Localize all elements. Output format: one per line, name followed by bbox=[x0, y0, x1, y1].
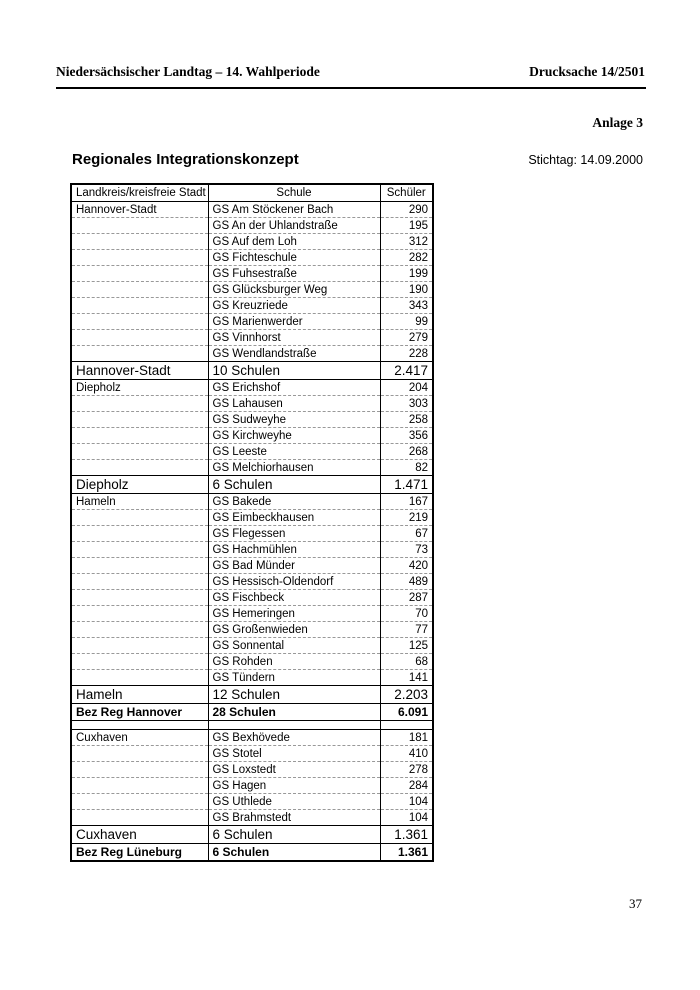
table-row bbox=[71, 844, 433, 862]
title-row bbox=[72, 151, 643, 168]
cell-district bbox=[71, 810, 208, 826]
cell-students: 258 bbox=[380, 412, 433, 428]
cell-district bbox=[71, 412, 208, 428]
page-title: Regionales Integrationskonzept bbox=[72, 151, 299, 168]
cell-students: 181 bbox=[380, 730, 433, 746]
cell-district: Hannover-Stadt bbox=[71, 202, 208, 218]
cell-students: 73 bbox=[380, 542, 433, 558]
cell-students: 312 bbox=[380, 234, 433, 250]
cell-students bbox=[380, 721, 433, 730]
cell-students: 278 bbox=[380, 762, 433, 778]
cell-school: GS Vinnhorst bbox=[208, 330, 380, 346]
cell-school: GS Marienwerder bbox=[208, 314, 380, 330]
cell-school: GS Bexhövede bbox=[208, 730, 380, 746]
cell-district: Bez Reg Lüneburg bbox=[71, 844, 208, 862]
table-row bbox=[71, 526, 433, 542]
cell-school: GS Lahausen bbox=[208, 396, 380, 412]
table-row bbox=[71, 346, 433, 362]
cell-school: GS Sonnental bbox=[208, 638, 380, 654]
cell-students: 410 bbox=[380, 746, 433, 762]
table-row bbox=[71, 428, 433, 444]
cell-students: 489 bbox=[380, 574, 433, 590]
cell-district bbox=[71, 250, 208, 266]
cell-students: 1.471 bbox=[380, 476, 433, 494]
table-header-students: Schüler bbox=[380, 184, 433, 202]
cell-students: 70 bbox=[380, 606, 433, 622]
cell-district bbox=[71, 330, 208, 346]
cell-students: 356 bbox=[380, 428, 433, 444]
cell-school: 12 Schulen bbox=[208, 686, 380, 704]
cell-school: GS Uthlede bbox=[208, 794, 380, 810]
cell-school: GS Auf dem Loh bbox=[208, 234, 380, 250]
cell-students: 195 bbox=[380, 218, 433, 234]
table-row bbox=[71, 444, 433, 460]
cell-school: GS Fuhsestraße bbox=[208, 266, 380, 282]
cell-students: 2.203 bbox=[380, 686, 433, 704]
cell-district bbox=[71, 510, 208, 526]
cell-district bbox=[71, 590, 208, 606]
table-row bbox=[71, 686, 433, 704]
table-row bbox=[71, 574, 433, 590]
cell-district bbox=[71, 622, 208, 638]
table-row bbox=[71, 670, 433, 686]
cell-district: Hameln bbox=[71, 494, 208, 510]
table-row bbox=[71, 298, 433, 314]
table-row bbox=[71, 314, 433, 330]
table-row bbox=[71, 476, 433, 494]
table-row bbox=[71, 202, 433, 218]
table-row bbox=[71, 638, 433, 654]
cell-students: 190 bbox=[380, 282, 433, 298]
table-row bbox=[71, 412, 433, 428]
table-row bbox=[71, 362, 433, 380]
annex-label: Anlage 3 bbox=[592, 115, 643, 130]
table-row bbox=[71, 746, 433, 762]
table-row bbox=[71, 218, 433, 234]
cell-district bbox=[71, 558, 208, 574]
cell-students: 167 bbox=[380, 494, 433, 510]
cell-district bbox=[71, 396, 208, 412]
cell-students: 228 bbox=[380, 346, 433, 362]
table-row bbox=[71, 606, 433, 622]
document-header bbox=[0, 0, 700, 80]
cell-school: GS Am Stöckener Bach bbox=[208, 202, 380, 218]
table-row bbox=[71, 542, 433, 558]
cell-school: GS Tündern bbox=[208, 670, 380, 686]
cell-district bbox=[71, 654, 208, 670]
cell-district bbox=[71, 460, 208, 476]
table-row bbox=[71, 762, 433, 778]
cell-district bbox=[71, 670, 208, 686]
cell-students: 1.361 bbox=[380, 826, 433, 844]
cell-district bbox=[71, 444, 208, 460]
cell-school: GS Wendlandstraße bbox=[208, 346, 380, 362]
cell-students: 104 bbox=[380, 810, 433, 826]
cell-district bbox=[71, 721, 208, 730]
cell-school: GS An der Uhlandstraße bbox=[208, 218, 380, 234]
cell-district bbox=[71, 428, 208, 444]
cell-district: Cuxhaven bbox=[71, 730, 208, 746]
table-row bbox=[71, 622, 433, 638]
cell-school: GS Melchiorhausen bbox=[208, 460, 380, 476]
cell-students: 268 bbox=[380, 444, 433, 460]
cell-students: 199 bbox=[380, 266, 433, 282]
cell-students: 204 bbox=[380, 380, 433, 396]
cell-students: 6.091 bbox=[380, 704, 433, 721]
cell-school: 6 Schulen bbox=[208, 826, 380, 844]
table-row bbox=[71, 494, 433, 510]
cell-school: GS Sudweyhe bbox=[208, 412, 380, 428]
cell-students: 1.361 bbox=[380, 844, 433, 862]
table-row bbox=[71, 654, 433, 670]
cell-school: GS Hessisch-Oldendorf bbox=[208, 574, 380, 590]
table-row bbox=[71, 590, 433, 606]
table-row bbox=[71, 704, 433, 721]
cell-district bbox=[71, 794, 208, 810]
cell-school: GS Kirchweyhe bbox=[208, 428, 380, 444]
school-table-body bbox=[71, 202, 433, 862]
cell-students: 77 bbox=[380, 622, 433, 638]
cell-district: Cuxhaven bbox=[71, 826, 208, 844]
cell-district bbox=[71, 298, 208, 314]
table-row bbox=[71, 810, 433, 826]
table-row bbox=[71, 250, 433, 266]
cell-students: 82 bbox=[380, 460, 433, 476]
cell-students: 125 bbox=[380, 638, 433, 654]
cell-students: 68 bbox=[380, 654, 433, 670]
cell-district bbox=[71, 314, 208, 330]
table-row bbox=[71, 460, 433, 476]
cell-school: GS Loxstedt bbox=[208, 762, 380, 778]
cell-school: 28 Schulen bbox=[208, 704, 380, 721]
cell-students: 219 bbox=[380, 510, 433, 526]
cell-students: 104 bbox=[380, 794, 433, 810]
cell-students: 99 bbox=[380, 314, 433, 330]
cell-school: GS Brahmstedt bbox=[208, 810, 380, 826]
cell-school: 6 Schulen bbox=[208, 844, 380, 862]
table-row bbox=[71, 330, 433, 346]
cell-school: GS Bakede bbox=[208, 494, 380, 510]
cell-district bbox=[71, 282, 208, 298]
cell-district bbox=[71, 346, 208, 362]
cell-district: Bez Reg Hannover bbox=[71, 704, 208, 721]
report-date: Stichtag: 14.09.2000 bbox=[528, 153, 643, 167]
cell-district bbox=[71, 266, 208, 282]
cell-school: GS Flegessen bbox=[208, 526, 380, 542]
table-row bbox=[71, 778, 433, 794]
cell-students: 303 bbox=[380, 396, 433, 412]
cell-district bbox=[71, 218, 208, 234]
cell-school: GS Leeste bbox=[208, 444, 380, 460]
cell-school: GS Fichteschule bbox=[208, 250, 380, 266]
cell-district: Hannover-Stadt bbox=[71, 362, 208, 380]
cell-students: 279 bbox=[380, 330, 433, 346]
cell-district bbox=[71, 746, 208, 762]
cell-district: Hameln bbox=[71, 686, 208, 704]
table-row bbox=[71, 510, 433, 526]
cell-school: GS Eimbeckhausen bbox=[208, 510, 380, 526]
cell-students: 284 bbox=[380, 778, 433, 794]
cell-school: GS Fischbeck bbox=[208, 590, 380, 606]
cell-school: GS Hagen bbox=[208, 778, 380, 794]
cell-students: 141 bbox=[380, 670, 433, 686]
table-row bbox=[71, 826, 433, 844]
header-right-text: Drucksache 14/2501 bbox=[529, 64, 645, 79]
cell-school: GS Glücksburger Weg bbox=[208, 282, 380, 298]
table-row bbox=[71, 234, 433, 250]
table-row bbox=[71, 794, 433, 810]
cell-district bbox=[71, 574, 208, 590]
cell-school: GS Bad Münder bbox=[208, 558, 380, 574]
cell-students: 67 bbox=[380, 526, 433, 542]
cell-district bbox=[71, 234, 208, 250]
cell-district bbox=[71, 638, 208, 654]
cell-district bbox=[71, 526, 208, 542]
cell-school: 10 Schulen bbox=[208, 362, 380, 380]
table-row bbox=[71, 730, 433, 746]
cell-school: GS Stotel bbox=[208, 746, 380, 762]
cell-students: 282 bbox=[380, 250, 433, 266]
header-left-text: Niedersächsischer Landtag – 14. Wahlperiode bbox=[56, 64, 320, 79]
table-row bbox=[71, 380, 433, 396]
table-row bbox=[71, 266, 433, 282]
page-number: 37 bbox=[629, 896, 642, 911]
cell-district: Diepholz bbox=[71, 380, 208, 396]
table-header-district: Landkreis/kreisfreie Stadt bbox=[71, 184, 208, 202]
cell-students: 343 bbox=[380, 298, 433, 314]
cell-students: 287 bbox=[380, 590, 433, 606]
header-rule bbox=[56, 87, 646, 89]
cell-district bbox=[71, 778, 208, 794]
cell-students: 420 bbox=[380, 558, 433, 574]
cell-students: 2.417 bbox=[380, 362, 433, 380]
cell-school: GS Großenwieden bbox=[208, 622, 380, 638]
table-row bbox=[71, 721, 433, 730]
cell-school: 6 Schulen bbox=[208, 476, 380, 494]
table-row bbox=[71, 282, 433, 298]
cell-school bbox=[208, 721, 380, 730]
cell-students: 290 bbox=[380, 202, 433, 218]
cell-district bbox=[71, 606, 208, 622]
cell-school: GS Hemeringen bbox=[208, 606, 380, 622]
cell-school: GS Erichshof bbox=[208, 380, 380, 396]
table-header-school: Schule bbox=[208, 184, 380, 202]
table-header-row bbox=[71, 184, 433, 202]
cell-district bbox=[71, 762, 208, 778]
table-row bbox=[71, 558, 433, 574]
cell-school: GS Hachmühlen bbox=[208, 542, 380, 558]
cell-district: Diepholz bbox=[71, 476, 208, 494]
cell-school: GS Rohden bbox=[208, 654, 380, 670]
cell-district bbox=[71, 542, 208, 558]
table-row bbox=[71, 396, 433, 412]
school-table bbox=[70, 183, 434, 862]
cell-school: GS Kreuzriede bbox=[208, 298, 380, 314]
